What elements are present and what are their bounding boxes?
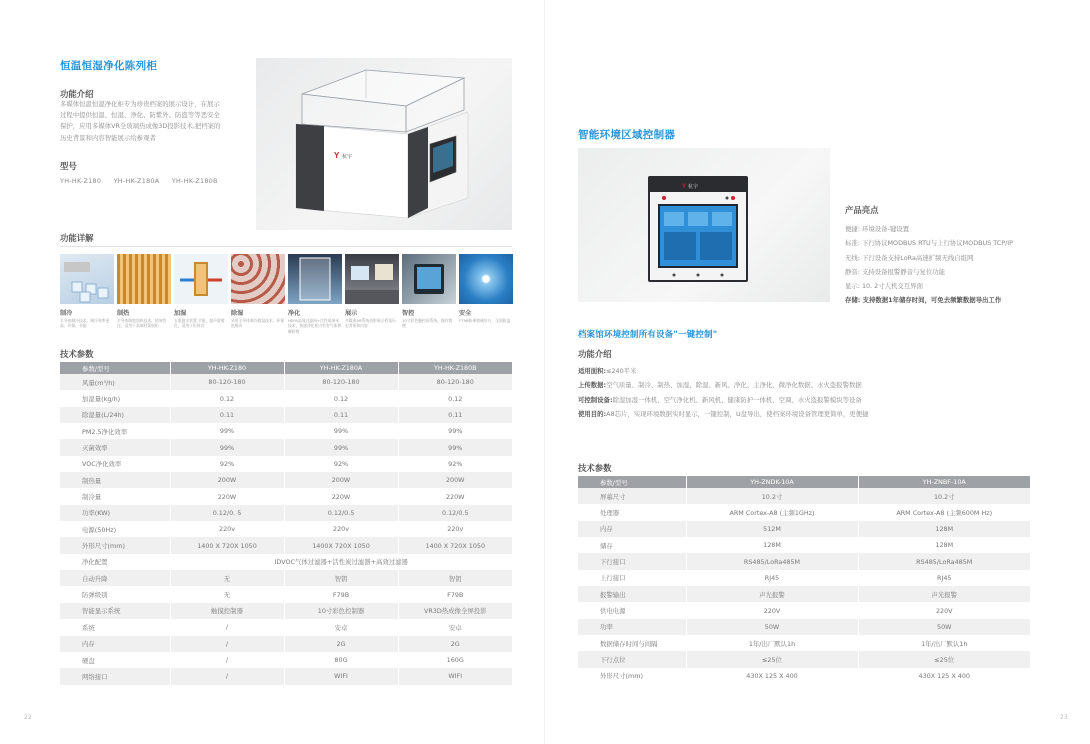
spec-label: 数据储存时间与间隔 <box>578 635 686 651</box>
spec-row <box>60 472 512 488</box>
spec-value: 99% <box>398 439 512 455</box>
spec-label: 功率 <box>578 619 686 635</box>
spec-label: 上行接口 <box>578 570 686 586</box>
spec-value: 128M <box>686 537 858 553</box>
spec-label: 制冷量 <box>60 488 170 504</box>
cabinet-spec-heading: 技术参数 <box>60 349 94 359</box>
spec-value: RJ45 <box>686 570 858 586</box>
feature-item-purify <box>288 254 342 334</box>
tablet-image <box>402 254 456 304</box>
spec-value: 0.12/0.5 <box>398 505 512 521</box>
spec-value: 智钥 <box>398 570 512 586</box>
spec-row <box>60 374 512 390</box>
spec-value: 1400 X 720X 1050 <box>170 537 284 553</box>
spec-header: 参数/型号 <box>578 476 686 488</box>
intro-line: 过程中提供恒温、恒湿、净化、防紫外、防盗等等恶安全 <box>60 111 220 120</box>
humidifier-icon <box>174 254 228 304</box>
spec-header-row <box>60 362 512 374</box>
spec-label: 处理器 <box>578 504 686 520</box>
spec-label: VOC净化效率 <box>60 456 170 472</box>
feature-item-heating <box>117 254 171 329</box>
spec-header: YH-HK-Z180A <box>284 362 398 374</box>
func-text: 除湿加湿一体机、空气净化机、新风机、健康防护一体机、空调、水火盗报警模块等设备 <box>612 395 862 404</box>
spec-value: 99% <box>398 423 512 439</box>
cabinet-title: 恒温恒湿净化陈列柜 <box>60 60 158 72</box>
intro-line: 保护，应用多媒体VR全玻璃热成像3D投影技术,把档案的 <box>60 122 221 131</box>
spec-row <box>60 603 512 619</box>
func-label: 适用面积: <box>578 367 607 375</box>
spec-value: 2G <box>398 636 512 652</box>
spec-value: 0.11 <box>284 407 398 423</box>
feature-name: 除湿 <box>231 310 244 317</box>
func-text: ≤240平米 <box>606 367 637 375</box>
feature-item-cooling <box>60 254 114 329</box>
spec-value: 无 <box>170 586 284 602</box>
spec-value: 220V <box>686 602 858 618</box>
spec-value: ARM Cortex-A8 (主频1GHz) <box>686 504 858 520</box>
spec-value: 128M <box>858 537 1030 553</box>
model-name: YH-HK-Z180A <box>113 177 160 185</box>
spec-value: 220V <box>858 602 1030 618</box>
feature-name: 智控 <box>402 310 415 317</box>
controller-title: 智能环境区域控制器 <box>578 129 676 141</box>
spec-label: 自动升降 <box>60 570 170 586</box>
spec-value: / <box>170 636 284 652</box>
controller-spec-table <box>578 476 1030 684</box>
spec-row <box>60 652 512 668</box>
spec-row <box>578 651 1030 667</box>
spec-label: 报警输出 <box>578 586 686 602</box>
feature-name: 制冷 <box>60 310 73 317</box>
spec-value: 92% <box>284 456 398 472</box>
bullet-glass-icon <box>459 254 513 304</box>
exhibition-hall-icon <box>345 254 399 304</box>
highlight-item: 无线: 下行设备支持LoRa高速扩频无线自组网 <box>845 253 974 262</box>
spec-row <box>578 619 1030 635</box>
spec-value: 1400 X 720X 1050 <box>398 537 512 553</box>
spec-value: 80-120-180 <box>398 374 512 390</box>
spec-row <box>578 537 1030 553</box>
spec-label: 防弹级别 <box>60 586 170 602</box>
spec-row <box>578 668 1030 684</box>
controller-spec-heading: 技术参数 <box>578 463 612 473</box>
highlight-item: 便捷: 环境设备-键设置 <box>845 225 910 233</box>
spec-value: 安卓 <box>398 619 512 635</box>
spec-value: 无 <box>170 570 284 586</box>
spec-value: WIFI <box>398 668 512 684</box>
spec-row <box>578 586 1030 602</box>
spec-value: 安卓 <box>284 619 398 635</box>
highlight-item: 显示: 10. 2寸人机交互界面 <box>845 282 923 291</box>
feature-item-dehumidify <box>231 254 285 329</box>
spec-label: 加湿量(kg/h) <box>60 390 170 406</box>
spec-label: 灭菌效率 <box>60 439 170 455</box>
spec-value: 430X 125 X 400 <box>858 668 1030 684</box>
controller-photo <box>578 148 830 302</box>
feature-desc: 半导体制冷技术，制冷效率更高，环保，节能 <box>60 318 110 329</box>
intro-line: 多媒体恒温恒湿净化柜专为珍贵档案的展示设计，在展示 <box>60 100 220 108</box>
spec-value: VR3D热成像全屏投影 <box>398 603 512 619</box>
spec-value: 80-120-180 <box>284 374 398 390</box>
spec-value: 80G <box>284 652 398 668</box>
spec-value: 触摸控制器 <box>170 603 284 619</box>
highlights-list <box>845 222 1075 308</box>
feature-name: 安全 <box>459 310 472 317</box>
spec-label: 内存 <box>60 636 170 652</box>
spec-row <box>60 505 512 521</box>
spec-value: 220W <box>170 488 284 504</box>
controller-illustration <box>578 148 830 302</box>
controller-func-list <box>578 364 1048 422</box>
spec-row <box>60 619 512 635</box>
spec-value: 200W <box>170 472 284 488</box>
spec-value: F79B <box>398 586 512 602</box>
spec-value: 2G <box>284 636 398 652</box>
spec-value: 声光报警 <box>686 586 858 602</box>
page-number-right: 23 <box>1060 714 1068 721</box>
spec-row <box>60 456 512 472</box>
spec-value: 0.12 <box>398 390 512 406</box>
func-label: 可控制设备: <box>578 395 613 404</box>
feature-desc: 多媒体VR系统投影展示档案历史背景和内容 <box>345 318 396 329</box>
spec-label: 供电电源 <box>578 602 686 618</box>
spec-label: 硬盘 <box>60 652 170 668</box>
spec-value: 99% <box>170 423 284 439</box>
spec-label: 智能显示系统 <box>60 603 170 619</box>
spec-label: 净化配置 <box>60 554 170 570</box>
humidifier-image <box>174 254 228 304</box>
spec-value: 512M <box>686 521 858 537</box>
spec-value: 92% <box>170 456 284 472</box>
spec-header: YH-HK-Z180B <box>398 362 512 374</box>
svg-text:Y: Y <box>334 151 340 160</box>
spec-header-row <box>578 476 1030 488</box>
spec-row <box>60 537 512 553</box>
highlight-item-storage: 存储: 支持数据1年储存时间，可免去频繁数据导出工作 <box>845 296 1002 305</box>
feature-desc: 采用半导体制冷除湿技术，环保低噪声 <box>231 318 285 329</box>
spec-value: RS485/LoRa485M <box>858 553 1030 569</box>
spec-value: 430X 125 X 400 <box>686 668 858 684</box>
spec-value: RJ45 <box>858 570 1030 586</box>
spec-value: RS485/LoRa485M <box>686 553 858 569</box>
cabinet-intro-heading: 功能介绍 <box>60 89 94 99</box>
spec-value: ≤25位 <box>686 651 858 667</box>
spec-value: 10.2寸 <box>686 488 858 504</box>
spec-row <box>578 635 1030 651</box>
highlight-item: 静音: 支持设备报警静音与复位功能 <box>845 267 946 276</box>
tablet-icon <box>402 254 456 304</box>
func-text: A8芯片，实现环境数据实时显示，一键控制，U盘导出，使档案环境设备管理更简单，更便捷 <box>606 410 869 419</box>
feature-name: 加湿 <box>174 310 187 317</box>
controller-brand-mark: 杭宇 <box>688 184 699 190</box>
spec-value: / <box>170 652 284 668</box>
cabinet-spec-table <box>60 362 512 685</box>
one-key-control-title: 档案馆环境控制所有设备"一键控制" <box>578 329 718 339</box>
spec-value: / <box>170 668 284 684</box>
spec-value: 99% <box>284 423 398 439</box>
spec-header: YH-ZNDK-10A <box>686 476 858 488</box>
spec-label: 屏幕尺寸 <box>578 488 686 504</box>
highlights-heading: 产品亮点 <box>845 205 879 215</box>
spec-value: 92% <box>398 456 512 472</box>
dehumidifier-icon <box>231 254 285 304</box>
cabinet-photo <box>256 58 512 230</box>
model-list <box>60 177 228 185</box>
spec-value: 0.12 <box>284 390 398 406</box>
spec-value: 160G <box>398 652 512 668</box>
spec-value: 128M <box>858 521 1030 537</box>
spec-value: 220W <box>284 488 398 504</box>
func-line <box>578 378 1048 392</box>
spec-label: 下行接口 <box>578 553 686 569</box>
feature-strip <box>60 254 515 336</box>
spec-row <box>60 521 512 537</box>
spec-value: 220v <box>284 521 398 537</box>
feature-item-smart-control <box>402 254 456 329</box>
spec-row <box>60 407 512 423</box>
spec-value: 50W <box>858 619 1030 635</box>
spec-value: 10寸彩色控制器 <box>284 603 398 619</box>
spec-row <box>578 504 1030 520</box>
func-line <box>578 393 1048 407</box>
spec-value: 声光报警 <box>858 586 1030 602</box>
spec-value: F79B <box>284 586 398 602</box>
intro-line: 历史背景和内容智能展示给参观者 <box>60 133 156 142</box>
feature-desc: 五重滤水装置,节能，超声波雾化，适用于柜体内 <box>174 318 225 329</box>
spec-value: / <box>170 619 284 635</box>
spec-row <box>60 570 512 586</box>
feature-name: 净化 <box>288 310 301 317</box>
spec-label: 内存 <box>578 521 686 537</box>
heating-coil-icon <box>117 254 171 304</box>
spec-value: 220v <box>170 521 284 537</box>
feature-item-security <box>459 254 513 323</box>
func-label: 使用目的: <box>578 410 607 419</box>
filter-panel-icon <box>288 254 342 304</box>
spec-value: WIFI <box>284 668 398 684</box>
feature-name: 制热 <box>117 310 130 317</box>
model-heading: 型号 <box>60 161 77 171</box>
feature-item-humidify <box>174 254 228 329</box>
display-cabinet-illustration <box>256 58 512 230</box>
spec-label: 除湿量(L/24h) <box>60 407 170 423</box>
spec-row <box>578 570 1030 586</box>
spec-value: IDVOC气体过滤器+活性炭过滤器+高效过滤器 <box>170 554 512 570</box>
spec-label: 系统 <box>60 619 170 635</box>
spec-label: 电源(50Hz) <box>60 521 170 537</box>
spec-value: 1年/出厂默认1h <box>858 635 1030 651</box>
feature-name: 展示 <box>345 310 358 317</box>
cabinet-brand-mark: 杭宇 <box>342 154 353 160</box>
spec-value: 1年/出厂默认1h <box>686 635 858 651</box>
spec-header: YH-HK-Z180 <box>170 362 284 374</box>
spec-row <box>60 390 512 406</box>
spec-label: 风量(m³/h) <box>60 374 170 390</box>
func-text: 空气质量、制冷、制热、加湿、除湿、新风、净化、主净化、微净化数据、水火盗报警数据 <box>606 381 862 390</box>
spec-value: 200W <box>284 472 398 488</box>
feature-desc: F79B防弹玻璃设计，全面防盗 <box>459 318 511 323</box>
spec-value: 0.12/0.5 <box>284 505 398 521</box>
spec-label: PM2.5净化效率 <box>60 423 170 439</box>
spec-row <box>60 668 512 684</box>
func-label: 上传数据: <box>578 381 607 390</box>
spec-value: 0.11 <box>398 407 512 423</box>
spec-label: 网络接口 <box>60 668 170 684</box>
spec-row <box>578 553 1030 569</box>
spec-value: ARM Cortex-A8 (主频600M Hz) <box>858 504 1030 520</box>
model-name: YH-HK-Z180B <box>171 177 218 185</box>
spec-value: 200W <box>398 472 512 488</box>
features-heading: 功能详解 <box>60 232 512 247</box>
func-line <box>578 407 1048 421</box>
spec-row <box>60 423 512 439</box>
spec-label: 功率(KW) <box>60 505 170 521</box>
spec-label: 储存 <box>578 537 686 553</box>
hall-image <box>345 254 399 304</box>
spec-row <box>60 439 512 455</box>
spec-label: 制热量 <box>60 472 170 488</box>
spec-value: 智钥 <box>284 570 398 586</box>
spec-row <box>578 602 1030 618</box>
feature-desc: HEPA高效过滤网+活性炭纳米技术，快速净化柜内有害气体和颗粒物 <box>288 318 342 334</box>
spec-value: ≤25位 <box>858 651 1030 667</box>
spec-row <box>578 488 1030 504</box>
spec-value: 99% <box>284 439 398 455</box>
func-line <box>578 364 1048 378</box>
model-name: YH-HK-Z180 <box>60 177 102 185</box>
spec-label: 外形尺寸(mm) <box>578 668 686 684</box>
svg-text:Y: Y <box>682 184 687 190</box>
ice-cube-icon <box>60 254 114 304</box>
filter-image <box>288 254 342 304</box>
spec-value: 0.12 <box>170 390 284 406</box>
feature-desc: 半导体陶瓷加热技术，热效性佳，适用于高端档案展柜 <box>117 318 167 329</box>
spec-label: 下行点位 <box>578 651 686 667</box>
spec-row <box>578 521 1030 537</box>
spec-header: 参数/型号 <box>60 362 170 374</box>
page-number-left: 22 <box>24 714 32 721</box>
feature-desc: 10寸彩色触控屏系统，操作简便 <box>402 318 453 329</box>
highlight-item: 标准: 下行协议MODBUS RTU与上行协议MODBUS TCP/IP <box>845 239 1014 248</box>
spec-value: 0.11 <box>170 407 284 423</box>
spec-value: 1400X 720X 1050 <box>284 537 398 553</box>
spec-value: 220v <box>398 521 512 537</box>
spec-value: 10.2寸 <box>858 488 1030 504</box>
spec-value: 50W <box>686 619 858 635</box>
spec-value: 0.12/0. 5 <box>170 505 284 521</box>
spec-row <box>60 636 512 652</box>
spec-row <box>60 586 512 602</box>
cabinet-intro-text <box>60 99 250 144</box>
ice-image <box>60 254 114 304</box>
controller-func-heading: 功能介绍 <box>578 349 612 359</box>
spec-row <box>60 488 512 504</box>
spec-value: 80-120-180 <box>170 374 284 390</box>
spec-value: 220W <box>398 488 512 504</box>
spec-row <box>60 554 512 570</box>
feature-item-display <box>345 254 399 329</box>
right-page <box>545 0 1090 744</box>
spec-header: YH-ZNBF-10A <box>858 476 1030 488</box>
spec-value: 99% <box>170 439 284 455</box>
spec-label: 外形尺寸(mm) <box>60 537 170 553</box>
